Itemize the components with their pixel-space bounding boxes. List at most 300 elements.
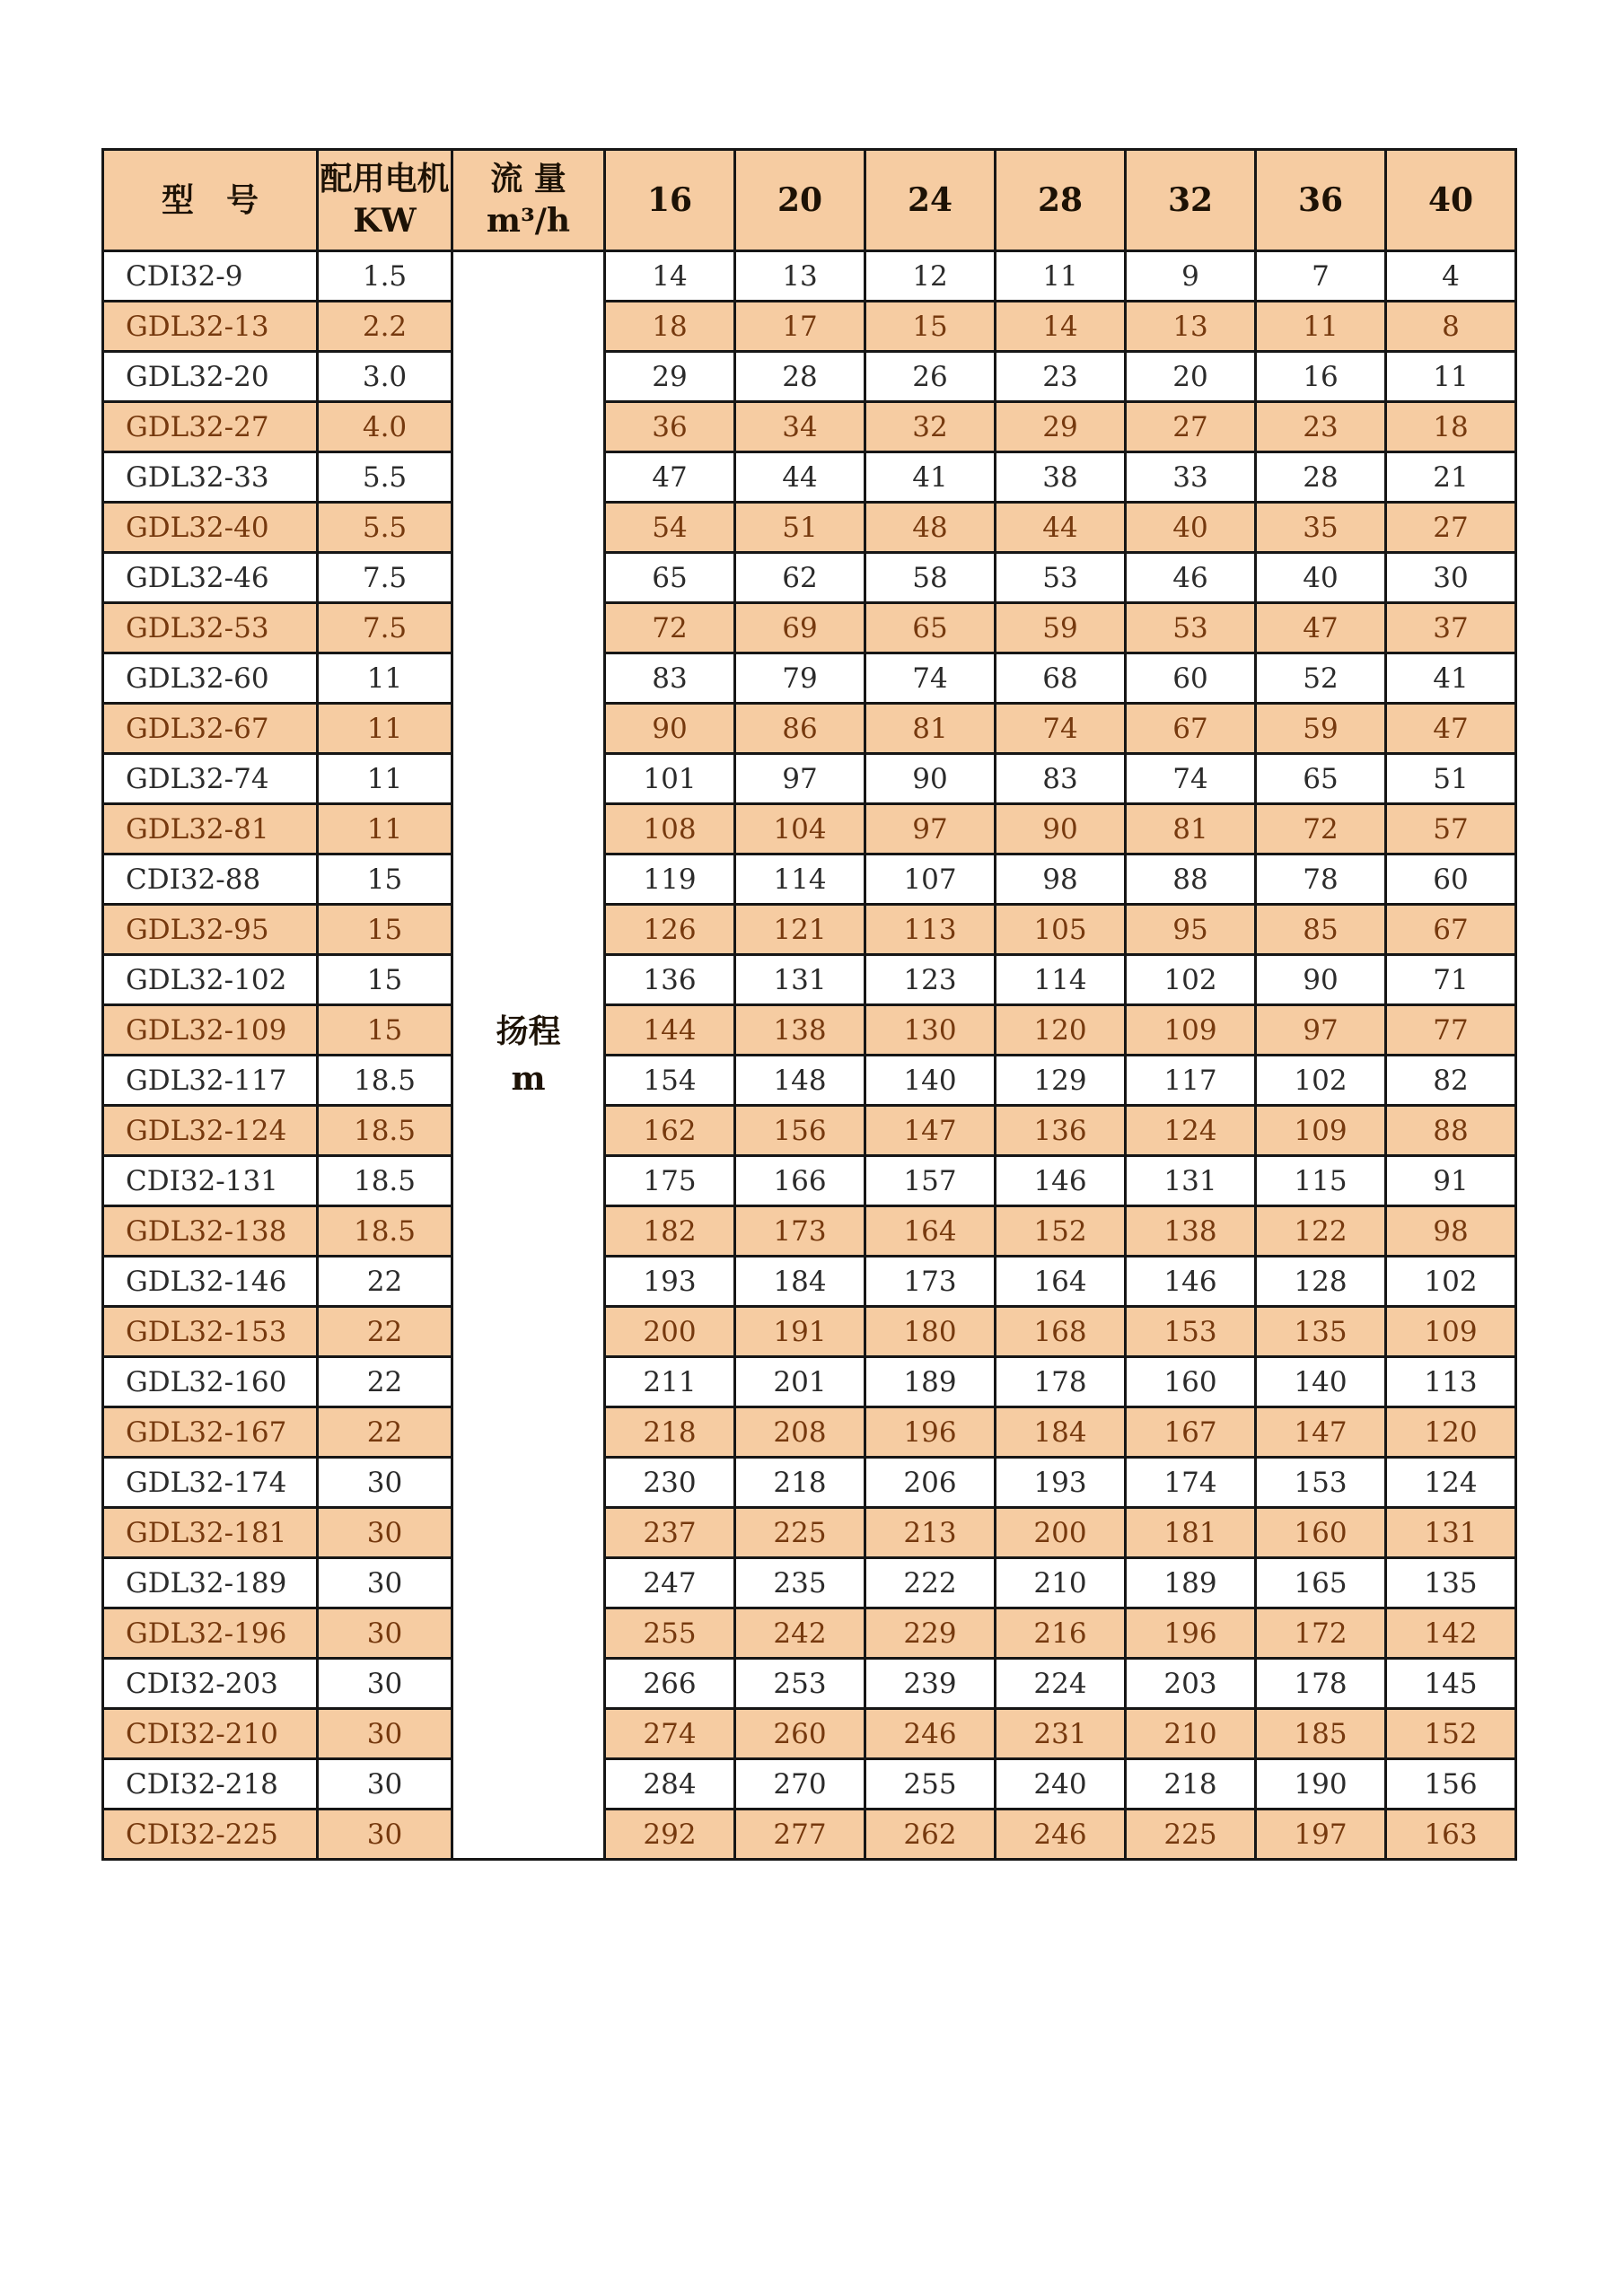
value-cell: 71 [1386, 955, 1516, 1005]
value-cell: 224 [996, 1659, 1126, 1709]
model-cell: GDL32-81 [103, 804, 318, 854]
value-cell: 184 [735, 1257, 865, 1307]
value-cell: 47 [605, 452, 735, 503]
kw-cell: 18.5 [318, 1056, 452, 1106]
kw-cell: 22 [318, 1407, 452, 1458]
head-meters-merged-cell [452, 251, 605, 1860]
value-cell: 41 [1386, 653, 1516, 704]
value-cell: 136 [605, 955, 735, 1005]
model-cell: GDL32-196 [103, 1608, 318, 1659]
head-unit-label: m [511, 1059, 546, 1098]
table-row [103, 1558, 1516, 1608]
value-cell: 253 [735, 1659, 865, 1709]
kw-cell: 5.5 [318, 503, 452, 553]
value-cell: 213 [865, 1508, 996, 1558]
value-cell: 193 [605, 1257, 735, 1307]
value-cell: 62 [735, 553, 865, 603]
table-row [103, 1608, 1516, 1659]
value-cell: 114 [996, 955, 1126, 1005]
table-row [103, 1508, 1516, 1558]
table-row [103, 302, 1516, 352]
value-cell: 140 [865, 1056, 996, 1106]
value-cell: 60 [1126, 653, 1256, 704]
value-cell: 102 [1126, 955, 1256, 1005]
value-cell: 218 [735, 1458, 865, 1508]
table-row [103, 1407, 1516, 1458]
value-cell: 83 [605, 653, 735, 704]
value-cell: 162 [605, 1106, 735, 1156]
table-row [103, 704, 1516, 754]
value-cell: 36 [605, 402, 735, 452]
value-cell: 14 [605, 251, 735, 302]
value-cell: 98 [1386, 1206, 1516, 1257]
value-cell: 130 [865, 1005, 996, 1056]
kw-cell: 30 [318, 1508, 452, 1558]
value-cell: 166 [735, 1156, 865, 1206]
value-cell: 72 [605, 603, 735, 653]
value-cell: 114 [735, 854, 865, 905]
model-cell: GDL32-67 [103, 704, 318, 754]
table-row [103, 1759, 1516, 1810]
value-cell: 131 [735, 955, 865, 1005]
value-cell: 146 [1126, 1257, 1256, 1307]
value-cell: 46 [1126, 553, 1256, 603]
value-cell: 29 [605, 352, 735, 402]
model-cell: GDL32-40 [103, 503, 318, 553]
header-flow-16: 16 [605, 150, 735, 251]
header-motor-label: 配用电机 [320, 160, 450, 198]
model-cell: CDI32-225 [103, 1810, 318, 1860]
value-cell: 13 [735, 251, 865, 302]
model-cell: GDL32-95 [103, 905, 318, 955]
table-row [103, 251, 1516, 302]
value-cell: 144 [605, 1005, 735, 1056]
value-cell: 41 [865, 452, 996, 503]
model-cell: GDL32-53 [103, 603, 318, 653]
header-flow-32: 32 [1126, 150, 1256, 251]
model-cell: CDI32-88 [103, 854, 318, 905]
value-cell: 85 [1256, 905, 1386, 955]
kw-cell: 7.5 [318, 603, 452, 653]
header-flow-40: 40 [1386, 150, 1516, 251]
table-row [103, 854, 1516, 905]
value-cell: 165 [1256, 1558, 1386, 1608]
kw-cell: 4.0 [318, 402, 452, 452]
value-cell: 260 [735, 1709, 865, 1759]
table-row [103, 1056, 1516, 1106]
value-cell: 131 [1386, 1508, 1516, 1558]
value-cell: 78 [1256, 854, 1386, 905]
value-cell: 145 [1386, 1659, 1516, 1709]
value-cell: 180 [865, 1307, 996, 1357]
table-row [103, 1156, 1516, 1206]
value-cell: 242 [735, 1608, 865, 1659]
value-cell: 14 [996, 302, 1126, 352]
value-cell: 65 [605, 553, 735, 603]
model-cell: CDI32-218 [103, 1759, 318, 1810]
value-cell: 15 [865, 302, 996, 352]
value-cell: 225 [1126, 1810, 1256, 1860]
value-cell: 90 [605, 704, 735, 754]
value-cell: 211 [605, 1357, 735, 1407]
value-cell: 218 [1126, 1759, 1256, 1810]
value-cell: 135 [1256, 1307, 1386, 1357]
header-flow-label: 流 量 [490, 160, 566, 198]
value-cell: 131 [1126, 1156, 1256, 1206]
value-cell: 69 [735, 603, 865, 653]
value-cell: 44 [996, 503, 1126, 553]
value-cell: 235 [735, 1558, 865, 1608]
model-cell: GDL32-13 [103, 302, 318, 352]
model-cell: GDL32-27 [103, 402, 318, 452]
value-cell: 206 [865, 1458, 996, 1508]
kw-cell: 30 [318, 1558, 452, 1608]
value-cell: 148 [735, 1056, 865, 1106]
value-cell: 59 [996, 603, 1126, 653]
value-cell: 53 [996, 553, 1126, 603]
value-cell: 218 [605, 1407, 735, 1458]
kw-cell: 1.5 [318, 251, 452, 302]
value-cell: 17 [735, 302, 865, 352]
value-cell: 79 [735, 653, 865, 704]
value-cell: 18 [1386, 402, 1516, 452]
value-cell: 53 [1126, 603, 1256, 653]
model-cell: GDL32-124 [103, 1106, 318, 1156]
value-cell: 57 [1386, 804, 1516, 854]
value-cell: 23 [1256, 402, 1386, 452]
model-cell: CDI32-131 [103, 1156, 318, 1206]
table-row [103, 1005, 1516, 1056]
value-cell: 67 [1126, 704, 1256, 754]
pump-spec-table [101, 148, 1517, 1861]
head-label: 扬程 [496, 1012, 561, 1051]
header-flow-20: 20 [735, 150, 865, 251]
value-cell: 12 [865, 251, 996, 302]
value-cell: 98 [996, 854, 1126, 905]
kw-cell: 11 [318, 804, 452, 854]
value-cell: 83 [996, 754, 1126, 804]
value-cell: 124 [1126, 1106, 1256, 1156]
value-cell: 240 [996, 1759, 1126, 1810]
value-cell: 28 [1256, 452, 1386, 503]
value-cell: 104 [735, 804, 865, 854]
value-cell: 284 [605, 1759, 735, 1810]
value-cell: 113 [1386, 1357, 1516, 1407]
value-cell: 147 [1256, 1407, 1386, 1458]
value-cell: 174 [1126, 1458, 1256, 1508]
value-cell: 27 [1126, 402, 1256, 452]
value-cell: 255 [865, 1759, 996, 1810]
value-cell: 136 [996, 1106, 1126, 1156]
value-cell: 191 [735, 1307, 865, 1357]
value-cell: 196 [865, 1407, 996, 1458]
value-cell: 178 [1256, 1659, 1386, 1709]
value-cell: 121 [735, 905, 865, 955]
value-cell: 153 [1256, 1458, 1386, 1508]
kw-cell: 15 [318, 955, 452, 1005]
model-cell: GDL32-33 [103, 452, 318, 503]
value-cell: 28 [735, 352, 865, 402]
table-row [103, 352, 1516, 402]
value-cell: 122 [1256, 1206, 1386, 1257]
kw-cell: 15 [318, 905, 452, 955]
model-cell: CDI32-203 [103, 1659, 318, 1709]
value-cell: 51 [735, 503, 865, 553]
kw-cell: 18.5 [318, 1156, 452, 1206]
value-cell: 142 [1386, 1608, 1516, 1659]
kw-cell: 15 [318, 854, 452, 905]
value-cell: 197 [1256, 1810, 1386, 1860]
value-cell: 13 [1126, 302, 1256, 352]
value-cell: 182 [605, 1206, 735, 1257]
value-cell: 8 [1386, 302, 1516, 352]
value-cell: 168 [996, 1307, 1126, 1357]
value-cell: 11 [996, 251, 1126, 302]
kw-cell: 30 [318, 1810, 452, 1860]
value-cell: 26 [865, 352, 996, 402]
value-cell: 11 [1386, 352, 1516, 402]
value-cell: 102 [1386, 1257, 1516, 1307]
model-cell: CDI32-210 [103, 1709, 318, 1759]
value-cell: 156 [735, 1106, 865, 1156]
kw-cell: 30 [318, 1608, 452, 1659]
value-cell: 48 [865, 503, 996, 553]
value-cell: 115 [1256, 1156, 1386, 1206]
value-cell: 88 [1386, 1106, 1516, 1156]
kw-cell: 18.5 [318, 1206, 452, 1257]
value-cell: 119 [605, 854, 735, 905]
value-cell: 117 [1126, 1056, 1256, 1106]
value-cell: 40 [1126, 503, 1256, 553]
value-cell: 152 [1386, 1709, 1516, 1759]
table-row [103, 553, 1516, 603]
value-cell: 20 [1126, 352, 1256, 402]
model-cell: CDI32-9 [103, 251, 318, 302]
table-row [103, 452, 1516, 503]
value-cell: 154 [605, 1056, 735, 1106]
value-cell: 101 [605, 754, 735, 804]
value-cell: 185 [1256, 1709, 1386, 1759]
value-cell: 74 [865, 653, 996, 704]
kw-cell: 30 [318, 1709, 452, 1759]
kw-cell: 11 [318, 653, 452, 704]
kw-cell: 11 [318, 704, 452, 754]
value-cell: 147 [865, 1106, 996, 1156]
value-cell: 7 [1256, 251, 1386, 302]
value-cell: 34 [735, 402, 865, 452]
value-cell: 200 [996, 1508, 1126, 1558]
value-cell: 81 [1126, 804, 1256, 854]
value-cell: 160 [1126, 1357, 1256, 1407]
value-cell: 52 [1256, 653, 1386, 704]
value-cell: 109 [1386, 1307, 1516, 1357]
value-cell: 140 [1256, 1357, 1386, 1407]
table-row [103, 1810, 1516, 1860]
value-cell: 21 [1386, 452, 1516, 503]
value-cell: 152 [996, 1206, 1126, 1257]
value-cell: 157 [865, 1156, 996, 1206]
model-cell: GDL32-46 [103, 553, 318, 603]
value-cell: 120 [1386, 1407, 1516, 1458]
value-cell: 74 [996, 704, 1126, 754]
kw-cell: 22 [318, 1357, 452, 1407]
table-row [103, 754, 1516, 804]
value-cell: 124 [1386, 1458, 1516, 1508]
table-row [103, 905, 1516, 955]
header-flow-24: 24 [865, 150, 996, 251]
model-cell: GDL32-160 [103, 1357, 318, 1407]
value-cell: 107 [865, 854, 996, 905]
kw-cell: 22 [318, 1257, 452, 1307]
value-cell: 222 [865, 1558, 996, 1608]
table-row [103, 603, 1516, 653]
table-row [103, 1458, 1516, 1508]
header-motor-unit: KW [353, 202, 417, 240]
value-cell: 156 [1386, 1759, 1516, 1810]
model-cell: GDL32-60 [103, 653, 318, 704]
value-cell: 189 [1126, 1558, 1256, 1608]
value-cell: 38 [996, 452, 1126, 503]
value-cell: 113 [865, 905, 996, 955]
value-cell: 18 [605, 302, 735, 352]
value-cell: 266 [605, 1659, 735, 1709]
value-cell: 230 [605, 1458, 735, 1508]
value-cell: 37 [1386, 603, 1516, 653]
value-cell: 190 [1256, 1759, 1386, 1810]
kw-cell: 18.5 [318, 1106, 452, 1156]
value-cell: 201 [735, 1357, 865, 1407]
value-cell: 105 [996, 905, 1126, 955]
header-flow-36: 36 [1256, 150, 1386, 251]
value-cell: 108 [605, 804, 735, 854]
value-cell: 65 [1256, 754, 1386, 804]
table-row [103, 1257, 1516, 1307]
table-row [103, 955, 1516, 1005]
value-cell: 90 [865, 754, 996, 804]
value-cell: 237 [605, 1508, 735, 1558]
value-cell: 35 [1256, 503, 1386, 553]
value-cell: 91 [1386, 1156, 1516, 1206]
value-cell: 90 [996, 804, 1126, 854]
kw-cell: 30 [318, 1458, 452, 1508]
value-cell: 9 [1126, 251, 1256, 302]
model-cell: GDL32-74 [103, 754, 318, 804]
value-cell: 90 [1256, 955, 1386, 1005]
header-flow-unit: m³/h [486, 202, 571, 240]
value-cell: 47 [1256, 603, 1386, 653]
value-cell: 32 [865, 402, 996, 452]
kw-cell: 5.5 [318, 452, 452, 503]
table-row [103, 804, 1516, 854]
value-cell: 97 [865, 804, 996, 854]
value-cell: 11 [1256, 302, 1386, 352]
value-cell: 247 [605, 1558, 735, 1608]
value-cell: 274 [605, 1709, 735, 1759]
table-row [103, 1709, 1516, 1759]
value-cell: 231 [996, 1709, 1126, 1759]
value-cell: 97 [1256, 1005, 1386, 1056]
value-cell: 246 [865, 1709, 996, 1759]
value-cell: 262 [865, 1810, 996, 1860]
value-cell: 193 [996, 1458, 1126, 1508]
value-cell: 172 [1256, 1608, 1386, 1659]
model-cell: GDL32-102 [103, 955, 318, 1005]
model-cell: GDL32-117 [103, 1056, 318, 1106]
value-cell: 200 [605, 1307, 735, 1357]
table-row [103, 1307, 1516, 1357]
header-flow [452, 150, 605, 251]
kw-cell: 15 [318, 1005, 452, 1056]
model-cell: GDL32-138 [103, 1206, 318, 1257]
value-cell: 175 [605, 1156, 735, 1206]
value-cell: 82 [1386, 1056, 1516, 1106]
value-cell: 54 [605, 503, 735, 553]
value-cell: 184 [996, 1407, 1126, 1458]
value-cell: 173 [865, 1257, 996, 1307]
model-cell: GDL32-153 [103, 1307, 318, 1357]
value-cell: 138 [1126, 1206, 1256, 1257]
value-cell: 95 [1126, 905, 1256, 955]
value-cell: 81 [865, 704, 996, 754]
value-cell: 277 [735, 1810, 865, 1860]
value-cell: 181 [1126, 1508, 1256, 1558]
value-cell: 225 [735, 1508, 865, 1558]
table-row [103, 653, 1516, 704]
table-row [103, 1106, 1516, 1156]
value-cell: 30 [1386, 553, 1516, 603]
value-cell: 47 [1386, 704, 1516, 754]
value-cell: 128 [1256, 1257, 1386, 1307]
header-flow-28: 28 [996, 150, 1126, 251]
value-cell: 74 [1126, 754, 1256, 804]
table-row [103, 1206, 1516, 1257]
value-cell: 173 [735, 1206, 865, 1257]
value-cell: 72 [1256, 804, 1386, 854]
value-cell: 163 [1386, 1810, 1516, 1860]
table-row [103, 402, 1516, 452]
value-cell: 210 [996, 1558, 1126, 1608]
value-cell: 29 [996, 402, 1126, 452]
kw-cell: 2.2 [318, 302, 452, 352]
value-cell: 44 [735, 452, 865, 503]
value-cell: 196 [1126, 1608, 1256, 1659]
value-cell: 216 [996, 1608, 1126, 1659]
table-row [103, 1659, 1516, 1709]
value-cell: 229 [865, 1608, 996, 1659]
value-cell: 164 [865, 1206, 996, 1257]
value-cell: 51 [1386, 754, 1516, 804]
value-cell: 109 [1126, 1005, 1256, 1056]
value-cell: 189 [865, 1357, 996, 1407]
model-cell: GDL32-189 [103, 1558, 318, 1608]
model-cell: GDL32-181 [103, 1508, 318, 1558]
kw-cell: 3.0 [318, 352, 452, 402]
value-cell: 33 [1126, 452, 1256, 503]
value-cell: 58 [865, 553, 996, 603]
kw-cell: 11 [318, 754, 452, 804]
value-cell: 164 [996, 1257, 1126, 1307]
value-cell: 23 [996, 352, 1126, 402]
model-cell: GDL32-146 [103, 1257, 318, 1307]
value-cell: 146 [996, 1156, 1126, 1206]
value-cell: 102 [1256, 1056, 1386, 1106]
kw-cell: 30 [318, 1659, 452, 1709]
value-cell: 129 [996, 1056, 1126, 1106]
value-cell: 239 [865, 1659, 996, 1709]
header-row [103, 150, 1516, 251]
value-cell: 160 [1256, 1508, 1386, 1558]
value-cell: 4 [1386, 251, 1516, 302]
